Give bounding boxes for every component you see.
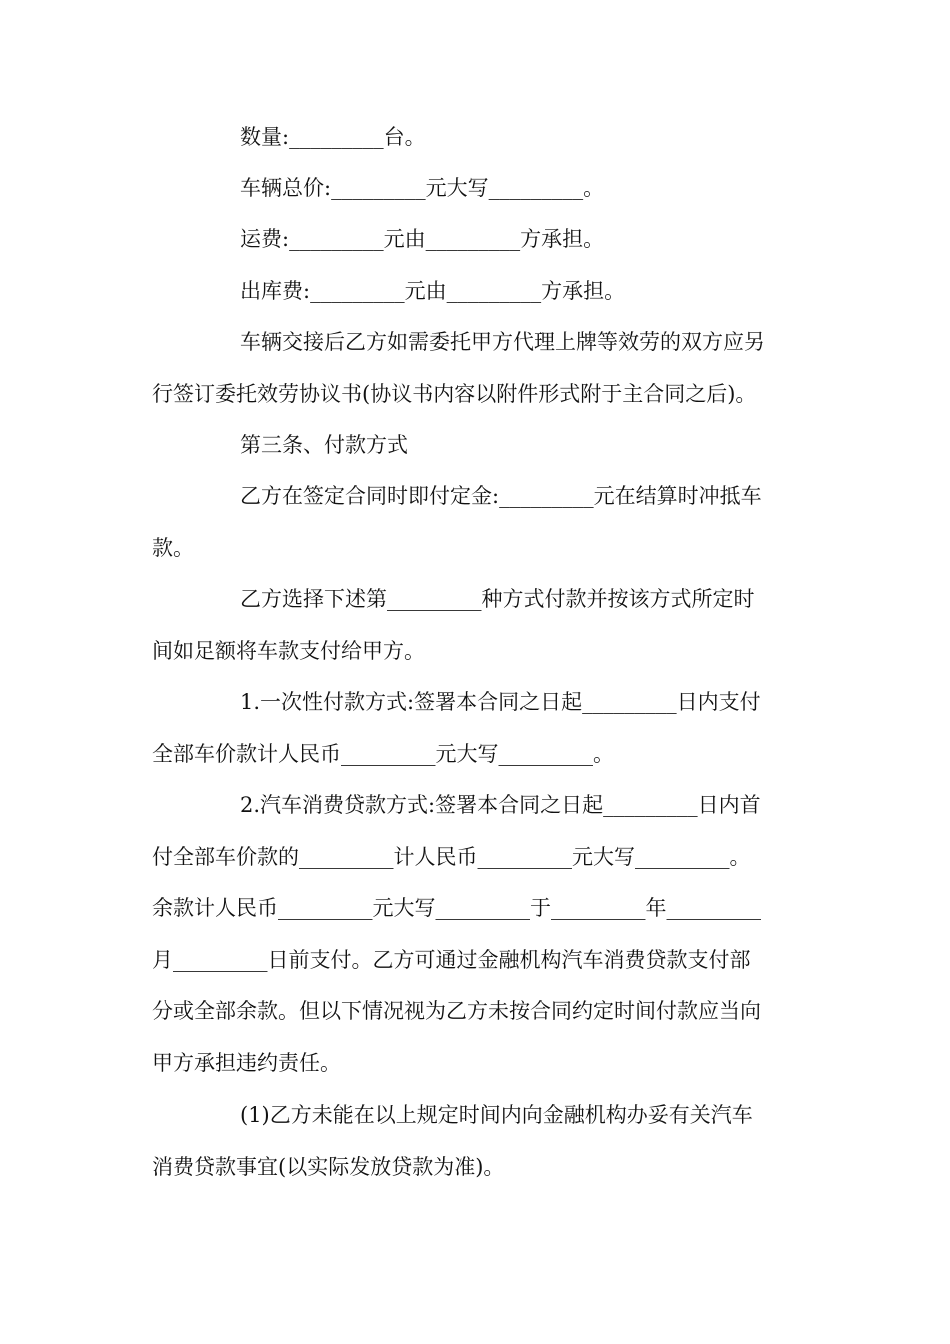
entrust-agreement-paragraph	[152, 317, 802, 420]
loan-condition-1-paragraph	[152, 1090, 802, 1193]
text-line: 分或全部余款。但以下情况视为乙方未按合同约定时间付款应当向	[152, 999, 761, 1023]
text-line: 全部车价款计人民币_________元大写_________。	[152, 741, 614, 766]
text-line: 2.汽车消费贷款方式:签署本合同之日起_________日内首	[240, 793, 761, 817]
freight-paragraph	[152, 214, 802, 266]
article-3-title	[152, 420, 802, 472]
text-line: 数量:_________台。	[240, 125, 426, 149]
text-line: 月_________日前支付。乙方可通过金融机构汽车消费贷款支付部	[152, 947, 751, 972]
lump-sum-paragraph	[152, 677, 802, 780]
total-price-paragraph	[152, 163, 802, 215]
text-line: 甲方承担违约责任。	[152, 1050, 341, 1075]
loan-paragraph	[152, 780, 802, 1089]
text-line: 运费:_________元由_________方承担。	[240, 227, 605, 251]
text-line: 出库费:_________元由_________方承担。	[240, 279, 626, 303]
warehouse-fee-paragraph	[152, 266, 802, 318]
text-line: 车辆交接后乙方如需委托甲方代理上牌等效劳的双方应另	[240, 330, 765, 354]
text-line: 第三条、付款方式	[240, 433, 408, 457]
text-line: 消费贷款事宜(以实际发放贷款为准)。	[152, 1154, 505, 1179]
payment-choice-paragraph	[152, 574, 802, 677]
text-line: 间如足额将车款支付给甲方。	[152, 638, 425, 663]
quantity-paragraph	[152, 112, 802, 164]
text-line: 乙方在签定合同时即付定金:_________元在结算时冲抵车	[240, 484, 762, 508]
text-line: 1.一次性付款方式:签署本合同之日起_________日内支付	[240, 690, 761, 714]
text-line: 余款计人民币_________元大写_________于_________年_________	[152, 896, 761, 920]
text-line: 款。	[152, 535, 194, 560]
text-line: 车辆总价:_________元大写_________。	[240, 176, 605, 200]
text-line: (1)乙方未能在以上规定时间内向金融机构办妥有关汽车	[240, 1103, 753, 1127]
text-line: 乙方选择下述第_________种方式付款并按该方式所定时	[240, 587, 755, 611]
deposit-paragraph	[152, 471, 802, 574]
text-line: 行签订委托效劳协议书(协议书内容以附件形式附于主合同之后)。	[152, 381, 757, 406]
text-line: 付全部车价款的_________计人民币_________元大写_________。	[152, 844, 751, 869]
